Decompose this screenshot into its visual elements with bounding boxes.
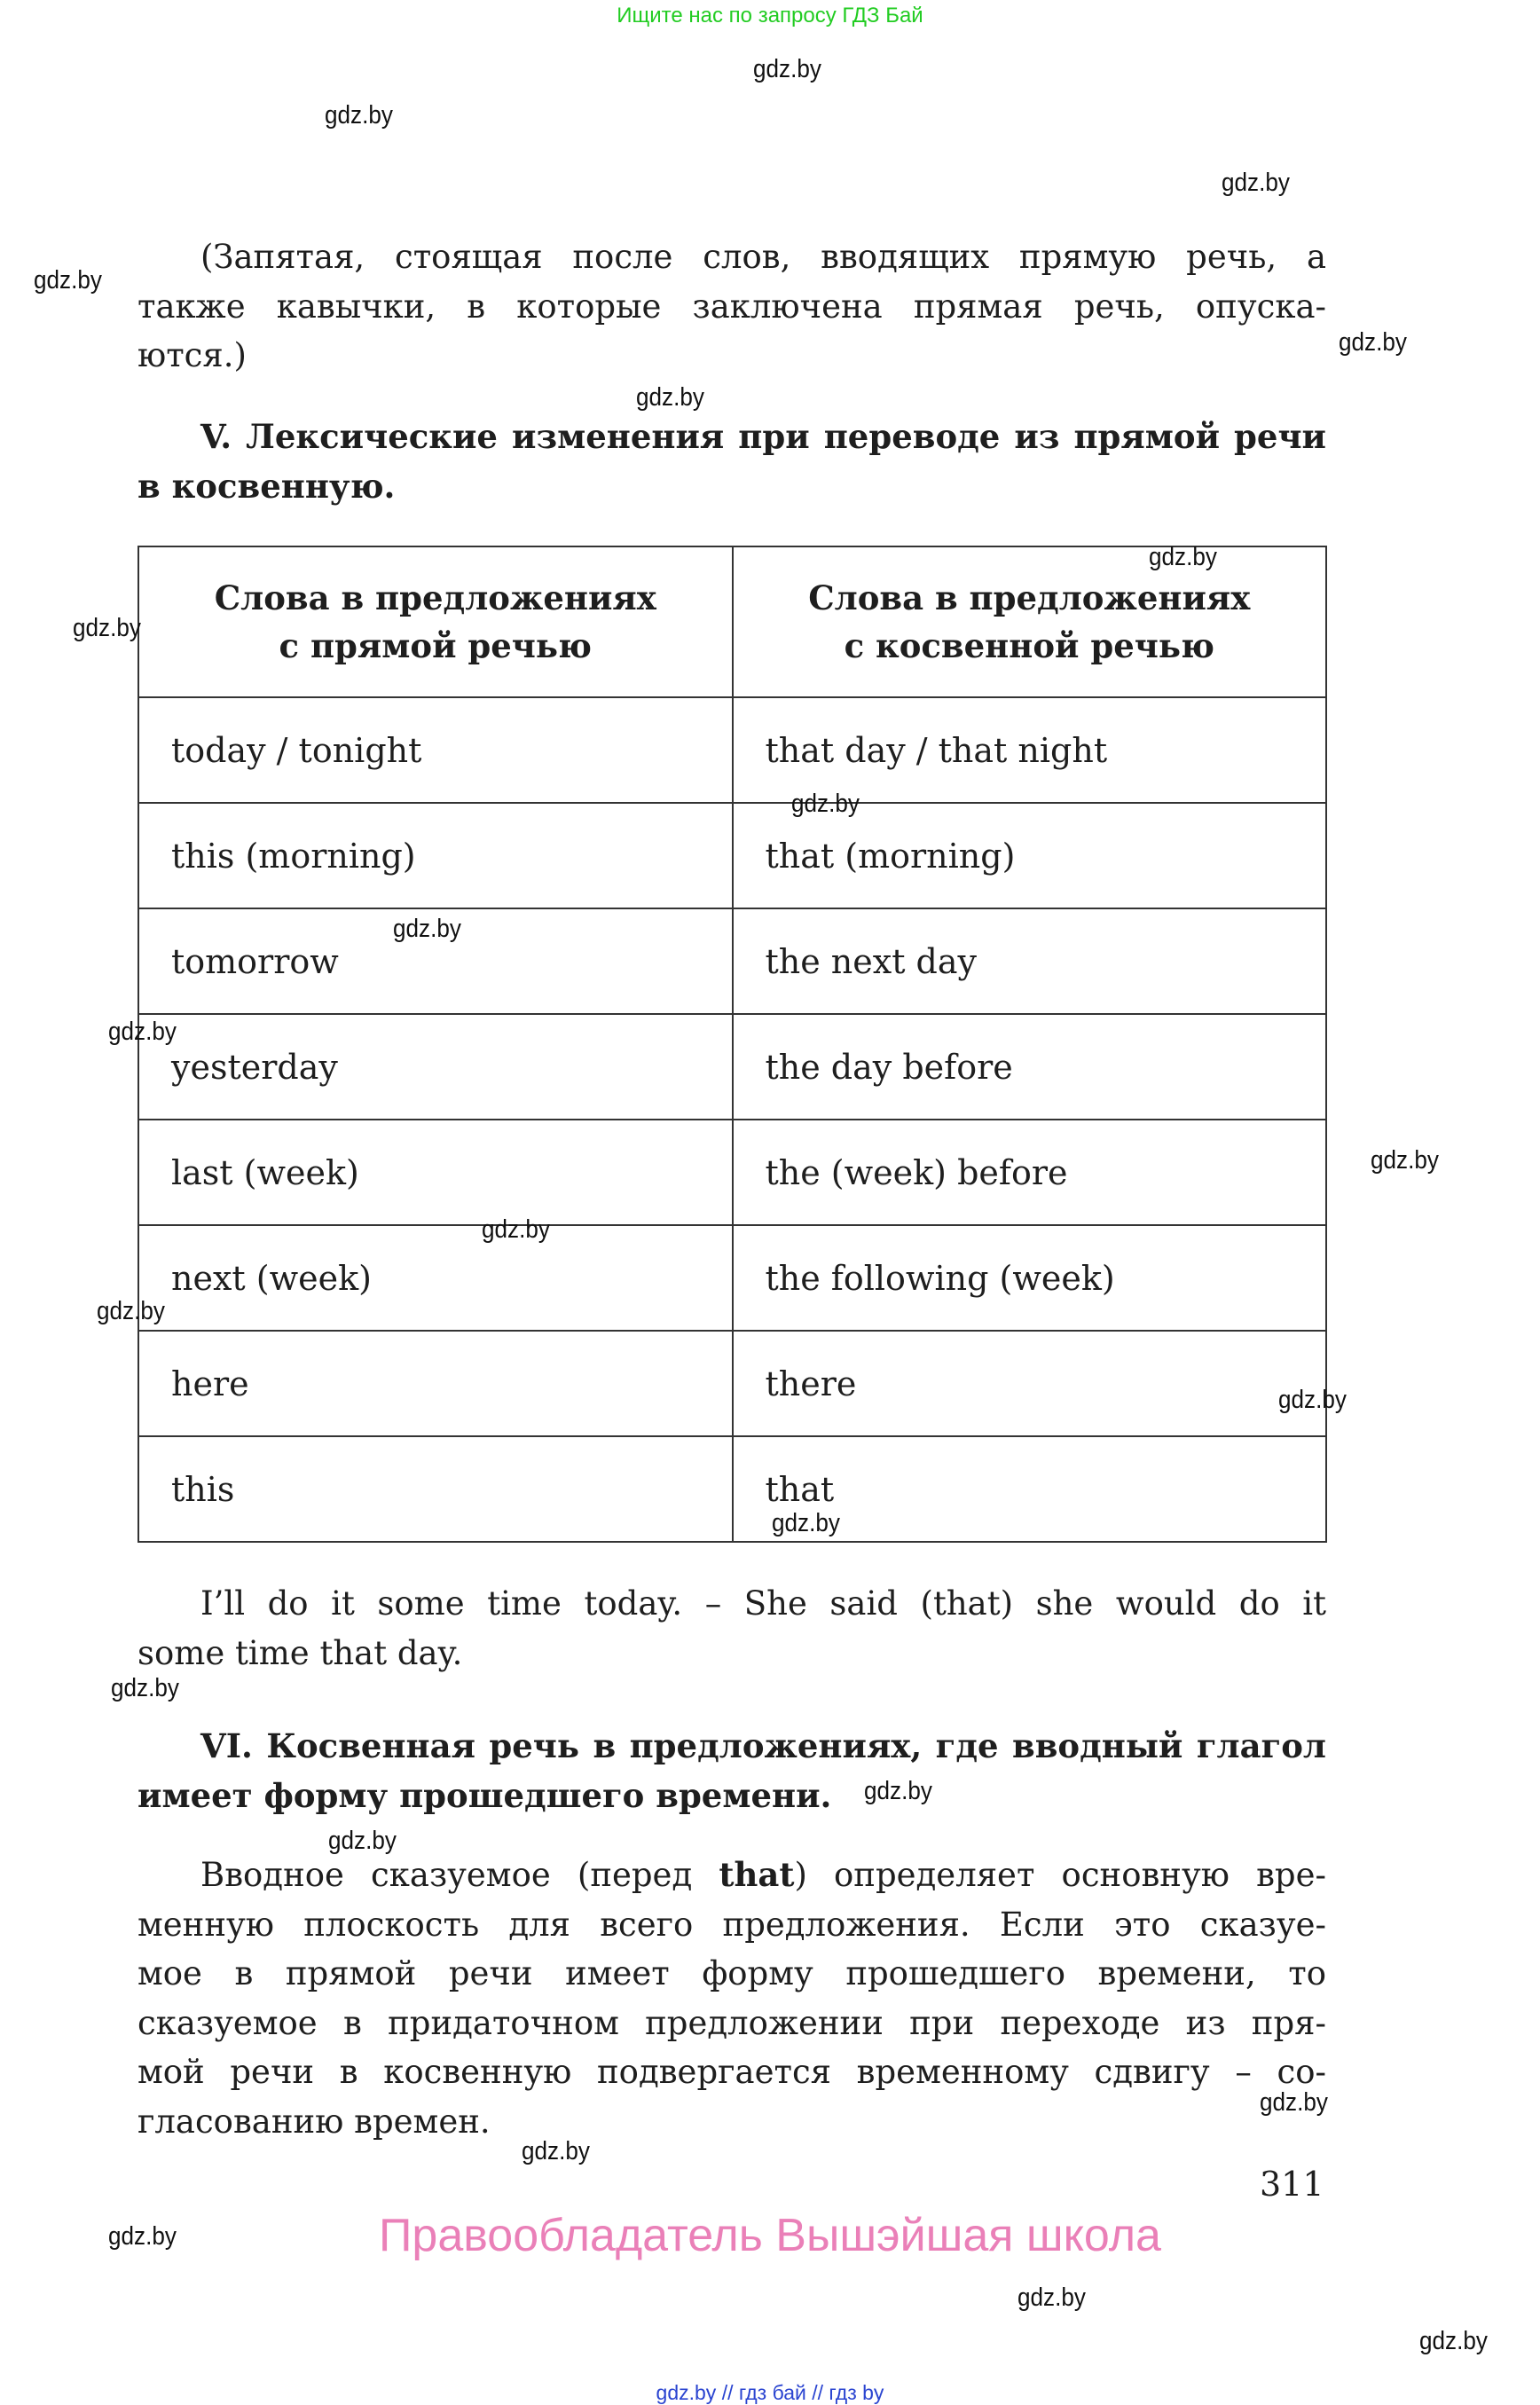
- lexical-changes-table: [138, 546, 1327, 1543]
- watermark: gdz.by: [1222, 169, 1290, 197]
- cell-indirect: that: [733, 1436, 1327, 1542]
- watermark: gdz.by: [482, 1215, 550, 1244]
- text-line: также кавычки, в которые заключена прямая речь, опуска-: [138, 287, 1326, 326]
- cell-indirect: there: [733, 1331, 1327, 1436]
- watermark: gdz.by: [791, 790, 860, 818]
- watermark: gdz.by: [328, 1827, 397, 1855]
- watermark: gdz.by: [1419, 2327, 1488, 2355]
- text-line: VI. Косвенная речь в предложениях, где вводный глагол: [200, 1726, 1326, 1765]
- cell-direct: tomorrow: [138, 908, 733, 1014]
- watermark: gdz.by: [325, 101, 393, 130]
- cell-direct: here: [138, 1331, 733, 1436]
- watermark: gdz.by: [1149, 543, 1217, 571]
- cell-indirect: the next day: [733, 908, 1327, 1014]
- watermark: gdz.by: [636, 383, 704, 412]
- paragraph-comma-note: [138, 232, 1326, 381]
- text-line: ются.): [138, 336, 247, 375]
- copyright-notice: Правообладатель Вышэйшая школа: [379, 2210, 1161, 2261]
- text-line: мое в прямой речи имеет форму прошедшего времени, то: [138, 1954, 1326, 1993]
- footer-links[interactable]: gdz.by // гдз бай // гдз by: [656, 2381, 884, 2404]
- header-indirect-speech: Слова в предложениях с косвенной речью: [733, 546, 1327, 697]
- text-line: сказуемое в придаточном предложении при переходе из пря-: [138, 2003, 1326, 2042]
- example-sentence: [138, 1579, 1326, 1678]
- section-heading-5: [138, 413, 1326, 511]
- cell-direct: yesterday: [138, 1014, 733, 1120]
- watermark: gdz.by: [393, 915, 461, 943]
- cell-direct: next (week): [138, 1225, 733, 1331]
- paragraph-sequence-of-tenses: [138, 1851, 1326, 2147]
- cell-direct: today / tonight: [138, 697, 733, 803]
- text-line: I’ll do it some time today. – She said (that) she would do it: [200, 1584, 1326, 1623]
- watermark: gdz.by: [1018, 2283, 1086, 2312]
- text-line: (Запятая, стоящая после слов, вводящих прямую речь, а: [200, 238, 1326, 276]
- table-row: [138, 1120, 1326, 1225]
- section-heading-6: [138, 1722, 1326, 1820]
- page-number: 311: [1260, 2165, 1324, 2204]
- cell-indirect: that day / that night: [733, 697, 1327, 803]
- header-direct-speech: Слова в предложениях с прямой речью: [138, 546, 733, 697]
- watermark: gdz.by: [108, 2222, 177, 2251]
- table-row: [138, 697, 1326, 803]
- table-row: [138, 1436, 1326, 1542]
- watermark: gdz.by: [772, 1509, 840, 1537]
- table-row: [138, 908, 1326, 1014]
- text-line: some time that day.: [138, 1633, 463, 1672]
- table-row: [138, 803, 1326, 908]
- cell-indirect: the day before: [733, 1014, 1327, 1120]
- watermark: gdz.by: [111, 1674, 179, 1702]
- watermark: gdz.by: [753, 55, 821, 83]
- watermark: gdz.by: [73, 614, 141, 642]
- watermark: gdz.by: [522, 2137, 590, 2165]
- search-hint-link[interactable]: Ищите нас по запросу ГДЗ Бай: [617, 4, 923, 28]
- text-line: V. Лексические изменения при переводе из прямой речи: [200, 417, 1326, 456]
- watermark: gdz.by: [1278, 1386, 1347, 1414]
- watermark: gdz.by: [1260, 2088, 1328, 2117]
- table-row: [138, 1225, 1326, 1331]
- cell-indirect: that (morning): [733, 803, 1327, 908]
- watermark: gdz.by: [1339, 328, 1407, 357]
- text-line: в косвенную.: [138, 466, 396, 506]
- table-row: [138, 1014, 1326, 1120]
- table-row: [138, 1331, 1326, 1436]
- cell-indirect: the (week) before: [733, 1120, 1327, 1225]
- watermark: gdz.by: [108, 1018, 177, 1046]
- watermark: gdz.by: [34, 266, 102, 295]
- cell-direct: this (morning): [138, 803, 733, 908]
- text-line: гласованию времен.: [138, 2102, 491, 2141]
- text-line: менную плоскость для всего предложения. Если это сказуе-: [138, 1905, 1326, 1944]
- watermark: gdz.by: [1371, 1146, 1439, 1175]
- cell-indirect: the following (week): [733, 1225, 1327, 1331]
- text-line: имеет форму прошедшего времени.: [138, 1775, 832, 1815]
- watermark: gdz.by: [97, 1297, 165, 1325]
- text-line: мой речи в косвенную подвергается временному сдвигу – со-: [138, 2053, 1326, 2092]
- watermark: gdz.by: [864, 1777, 932, 1805]
- cell-direct: this: [138, 1436, 733, 1542]
- text-line: Вводное сказуемое (перед that) определяет основную вре-: [200, 1855, 1326, 1894]
- cell-direct: last (week): [138, 1120, 733, 1225]
